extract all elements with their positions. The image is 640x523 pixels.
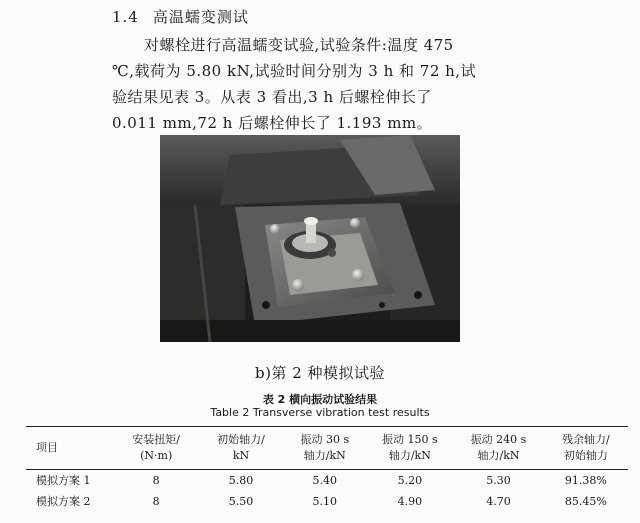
table-row xyxy=(26,470,628,492)
table-cell: 91.38% xyxy=(564,474,607,487)
section-title: 高温蠕变测试 xyxy=(152,8,249,26)
table-cell: 4.70 xyxy=(486,495,511,508)
header-item: 项目 xyxy=(26,427,114,470)
results-table xyxy=(26,426,628,514)
body-paragraph xyxy=(112,32,517,136)
table-cell: 模拟方案 1 xyxy=(36,474,91,487)
test-rig-photo xyxy=(160,135,460,342)
header-residual-ratio: 残余轴力/ 初始轴力 xyxy=(544,427,628,470)
table-cell: 5.40 xyxy=(312,474,338,487)
table-cell: 5.80 xyxy=(228,474,254,487)
section-number: 1.4 xyxy=(112,8,139,26)
table-cell: 4.90 xyxy=(397,495,423,508)
table-cell: 8 xyxy=(152,495,160,508)
table-cell: 5.10 xyxy=(312,495,338,508)
header-torque: 安装扭矩/ (N·m) xyxy=(114,427,199,470)
table-cell: 8 xyxy=(152,474,160,487)
paragraph-line: 验结果见表 3。从表 3 看出,3 h 后螺栓伸长了 xyxy=(112,88,432,106)
table-cell: 5.50 xyxy=(228,495,254,508)
header-30s: 振动 30 s 轴力/kN xyxy=(283,427,366,470)
header-150s: 振动 150 s 轴力/kN xyxy=(366,427,453,470)
paragraph-line: 对螺栓进行高温蠕变试验,试验条件:温度 475 xyxy=(144,36,454,54)
table-cell: 5.30 xyxy=(486,474,511,487)
paragraph-line: 0.011 mm,72 h 后螺栓伸长了 1.193 mm。 xyxy=(112,114,433,132)
table-caption-cn: 表 2 横向振动试验结果 xyxy=(262,393,378,406)
section-heading xyxy=(112,6,249,27)
figure-caption: b)第 2 种模拟试验 xyxy=(254,364,386,382)
header-240s: 振动 240 s 轴力/kN xyxy=(453,427,544,470)
paragraph-line: ℃,载荷为 5.80 kN,试验时间分别为 3 h 和 72 h,试 xyxy=(112,62,477,80)
table-cell: 5.20 xyxy=(397,474,423,487)
table-row xyxy=(26,491,628,514)
table-header-row xyxy=(26,427,628,470)
header-initial-force: 初始轴力/ kN xyxy=(199,427,283,470)
table-cell: 85.45% xyxy=(564,495,607,508)
table-cell: 模拟方案 2 xyxy=(36,495,91,508)
test-rig-illustration xyxy=(160,135,460,342)
table-caption-en: Table 2 Transverse vibration test results xyxy=(210,406,430,419)
